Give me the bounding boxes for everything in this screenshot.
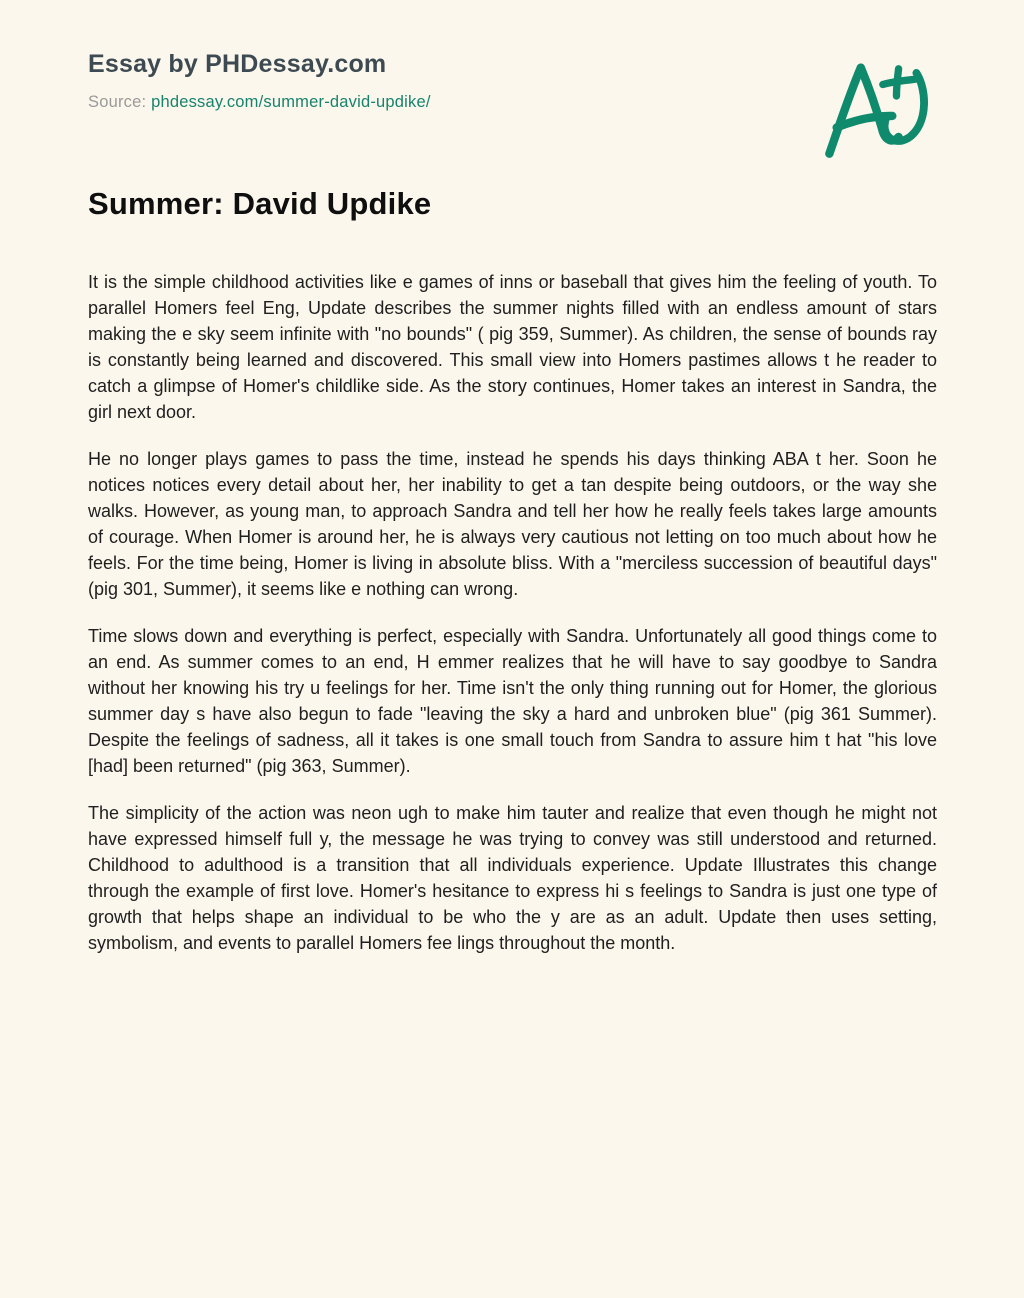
a-plus-logo-icon <box>823 52 928 160</box>
essay-body <box>88 269 937 956</box>
essay-paragraph: The simplicity of the action was neon ugh to make him tauter and realize that even though he might not have expressed himself full y, the message he was trying to convey was still understood and returned. Childhood to adulthood is a transition that all individuals experience. Update Illustrates this change through the example of first love. Homer's hesitance to express hi s feelings to Sandra is just one type of growth that helps shape an individual to be who the y are as an adult. Update then uses setting, symbolism, and events to parallel Homers fee lings throughout the month. <box>88 803 937 953</box>
essay-paragraph: He no longer plays games to pass the time, instead he spends his days thinking ABA t her. Soon he notices notices every detail about her, her inability to get a tan despite being outdoors, or the way she walks. However, as young man, to approach Sandra and tell her how he really feels takes large amounts of courage. When Homer is around her, he is always very cautious not letting on too much about how he feels. For the time being, Homer is living in absolute bliss. With a "merciless succession of beautiful days" (pig 301, Summer), it seems like e nothing can wrong. <box>88 449 937 599</box>
page-header <box>88 50 937 112</box>
source-line <box>88 93 937 112</box>
essay-paragraph: It is the simple childhood activities like e games of inns or baseball that gives him the feeling of youth. To parallel Homers feel Eng, Update describes the summer nights filled with an endless amount of stars making the e sky seem infinite with "no bounds" ( pig 359, Summer). As children, the sense of bounds ray is constantly being learned and discovered. This small view into Homers pastimes allows t he reader to catch a glimpse of Homer's childlike side. As the story continues, Homer takes an interest in Sandra, the girl next door. <box>88 272 937 422</box>
source-label: Source: <box>88 93 147 111</box>
essay-title: Summer: David Updike <box>88 186 432 221</box>
essay-paragraph: Time slows down and everything is perfect, especially with Sandra. Unfortunately all good things come to an end. As summer comes to an end, H emmer realizes that he will have to say goodbye to Sandra without her knowing his try u feelings for her. Time isn't the only thing running out for Homer, the glorious summer day s have also begun to fade "leaving the sky a hard and unbroken blue" (pig 361 Summer). Despite the feelings of sadness, all it takes is one small touch from Sandra to assure him t hat "his love [had] been returned" (pig 363, Summer). <box>88 626 937 776</box>
source-link[interactable]: phdessay.com/summer-david-updike/ <box>151 93 431 111</box>
brand-title: Essay by PHDessay.com <box>88 50 387 78</box>
